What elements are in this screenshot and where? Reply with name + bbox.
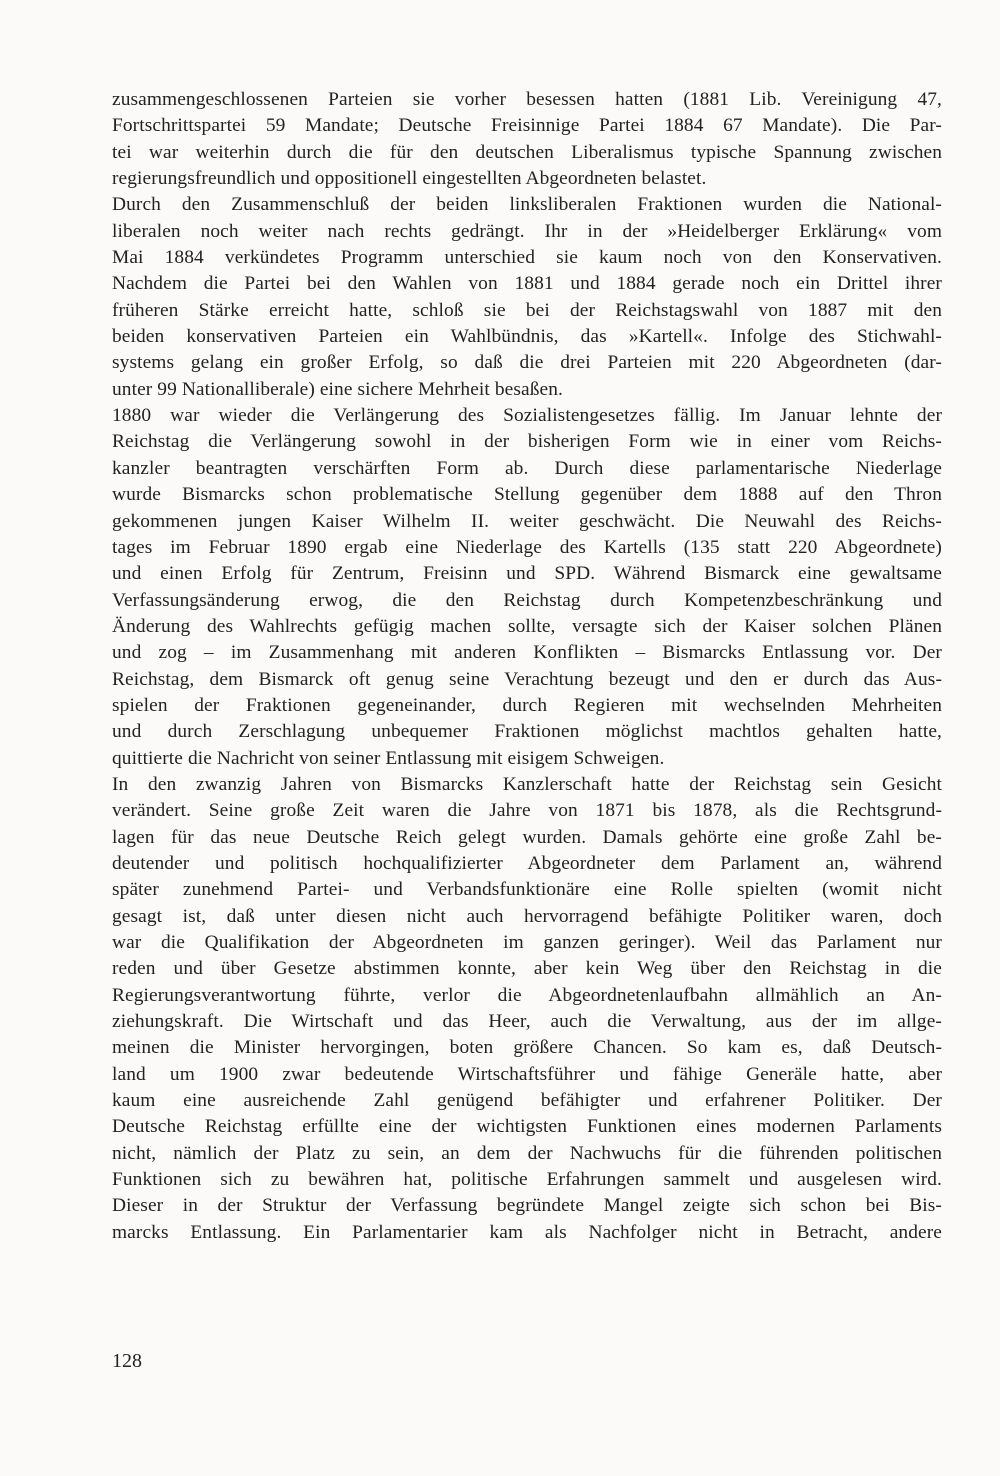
text-line: und durch Zerschlagung unbequemer Fraktionen möglichst machtlos gehalten hatte, (112, 721, 942, 743)
text-line: tages im Februar 1890 ergab eine Niederlage des Kartells (135 statt 220 Abgeordnete) (112, 536, 942, 558)
text-line: unter 99 Nationalliberale) eine sichere Mehrheit besaßen. (112, 378, 563, 400)
text-line: kanzler beantragten verschärften Form ab. Durch diese parlamentarische Niederlage (112, 457, 942, 479)
text-line: meinen die Minister hervorgingen, boten größere Chancen. So kam es, daß Deutsch- (112, 1037, 942, 1059)
text-line: Nachdem die Partei bei den Wahlen von 1881 und 1884 gerade noch ein Drittel ihrer (112, 273, 942, 295)
text-line: war die Qualifikation der Abgeordneten im ganzen geringer). Weil das Parlament nur (112, 932, 942, 953)
text-line: Verfassungsänderung erwog, die den Reichstag durch Kompetenzbeschränkung und (112, 589, 942, 611)
text-line: und einen Erfolg für Zentrum, Freisinn und SPD. Während Bismarck eine gewaltsame (112, 563, 942, 585)
text-line: Reichstag die Verlängerung sowohl in der bisherigen Form wie in einer vom Reichs- (112, 431, 942, 453)
text-line: beiden konservativen Parteien ein Wahlbündnis, das »Kartell«. Infolge des Stichwahl- (112, 326, 942, 348)
text-line: tei war weiterhin durch die für den deutschen Liberalismus typische Spannung zwischen (112, 141, 942, 163)
text-line: land um 1900 zwar bedeutende Wirtschaftsführer und fähige Generäle hatte, aber (112, 1063, 942, 1085)
text-line: Dieser in der Struktur der Verfassung begründete Mangel zeigte sich schon bei Bis- (112, 1195, 942, 1217)
text-line: lagen für das neue Deutsche Reich gelegt wurden. Damals gehörte eine große Zahl be- (112, 826, 942, 848)
text-line: und zog – im Zusammenhang mit anderen Konflikten – Bismarcks Entlassung vor. Der (112, 642, 942, 664)
text-line: gekommenen jungen Kaiser Wilhelm II. weiter geschwächt. Die Neuwahl des Reichs- (112, 510, 942, 532)
text-line: Funktionen sich zu bewähren hat, politische Erfahrungen sammelt und ausgelesen wird. (112, 1169, 942, 1191)
text-line: nicht, nämlich der Platz zu sein, an dem der Nachwuchs für die führenden politischen (112, 1142, 942, 1164)
text-line: verändert. Seine große Zeit waren die Jahre von 1871 bis 1878, als die Rechtsgrund- (112, 800, 942, 822)
text-line: marcks Entlassung. Ein Parlamentarier kam als Nachfolger nicht in Betracht, andere (112, 1221, 942, 1243)
page-body-text (112, 87, 942, 1246)
text-line: früheren Stärke erreicht hatte, schloß sie bei der Reichstagswahl von 1887 mit den (112, 299, 942, 321)
text-line: Fortschrittspartei 59 Mandate; Deutsche Freisinnige Partei 1884 67 Mandate). Die Par- (112, 115, 942, 137)
text-line: ziehungskraft. Die Wirtschaft und das Heer, auch die Verwaltung, aus der im allge- (112, 1011, 942, 1033)
text-line: zusammengeschlossenen Parteien sie vorher besessen hatten (1881 Lib. Vereinigung 47, (112, 89, 942, 110)
text-line: Deutsche Reichstag erfüllte eine der wichtigsten Funktionen eines modernen Parlaments (112, 1116, 942, 1138)
text-line: kaum eine ausreichende Zahl genügend befähigter und erfahrener Politiker. Der (112, 1090, 942, 1112)
text-line: 1880 war wieder die Verlängerung des Sozialistengesetzes fällig. Im Januar lehnte der (112, 405, 942, 427)
text-line: gesagt ist, daß unter diesen nicht auch hervorragend befähigte Politiker waren, doch (112, 905, 942, 927)
text-line: wurde Bismarcks schon problematische Stellung gegenüber dem 1888 auf den Thron (112, 484, 942, 506)
page-number: 128 (112, 1350, 142, 1372)
text-line: Änderung des Wahlrechts gefügig machen sollte, versagte sich der Kaiser solchen Plänen (112, 615, 942, 637)
text-line: systems gelang ein großer Erfolg, so daß die drei Parteien mit 220 Abgeordneten (dar- (112, 352, 942, 374)
text-line: Durch den Zusammenschluß der beiden linksliberalen Fraktionen wurden die National- (112, 194, 942, 216)
text-line: In den zwanzig Jahren von Bismarcks Kanzlerschaft hatte der Reichstag sein Gesicht (112, 773, 942, 795)
text-line: reden und über Gesetze abstimmen konnte, aber kein Weg über den Reichstag in die (112, 958, 942, 980)
text-line: deutender und politisch hochqualifizierter Abgeordneter dem Parlament an, während (112, 852, 942, 874)
text-line: liberalen noch weiter nach rechts gedrängt. Ihr in der »Heidelberger Erklärung« vom (112, 220, 942, 242)
text-line: spielen der Fraktionen gegeneinander, durch Regieren mit wechselnden Mehrheiten (112, 694, 942, 716)
text-line: quittierte die Nachricht von seiner Entlassung mit eisigem Schweigen. (112, 747, 665, 769)
text-line: regierungsfreundlich und oppositionell eingestellten Abgeordneten belastet. (112, 168, 707, 190)
text-line: Mai 1884 verkündetes Programm unterschied sie kaum noch von den Konservativen. (112, 247, 942, 269)
text-line: Reichstag, dem Bismarck oft genug seine Verachtung bezeugt und den er durch das Aus- (112, 668, 942, 690)
text-line: später zunehmend Partei- und Verbandsfunktionäre eine Rolle spielten (womit nicht (112, 879, 942, 901)
text-line: Regierungsverantwortung führte, verlor die Abgeordnetenlaufbahn allmählich an An- (112, 984, 942, 1006)
